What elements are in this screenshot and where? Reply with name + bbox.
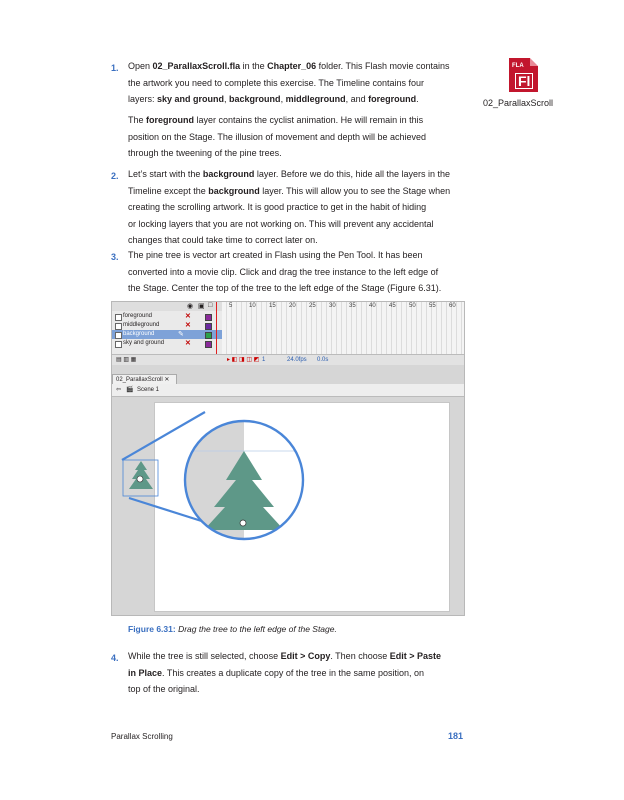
frame-ruler[interactable]: 5 10 15 20 25 30 35 40 45 50 55 60 — [222, 302, 464, 354]
center-frame-icon[interactable]: ▸ ◧ ◨ ◫ ◩ — [227, 357, 260, 363]
foreground-paragraph: The foreground layer contains the cyclist animation. He will remain in this position on the Stage. The illusion of movement and depth will be achieved through the tweening of the pine trees. — [128, 115, 427, 158]
fla-file-icon: FLA Fl — [509, 58, 538, 92]
layer-row[interactable]: sky and ground ✕ — [112, 339, 222, 348]
registration-point-icon — [137, 476, 143, 482]
step-2-number: 2. — [111, 171, 119, 181]
crosshair-icon — [240, 520, 246, 526]
hidden-x-icon: ✕ — [185, 313, 191, 320]
step-1-text: Open 02_ParallaxScroll.fla in the Chapter_06 folder. This Flash movie contains the artwork you need to complete this exercise. The Timeline contains four layers: sky and ground, background, middleground, and foreground. — [128, 61, 450, 104]
figure-caption: Figure 6.31: Drag the tree to the left edge of the Stage. — [128, 624, 337, 634]
step-3-text: The pine tree is vector art created in Flash using the Pen Tool. It has been converted into a movie clip. Click and drag the tree instance to the left edge of the Stage. Center the top of the tree to the left edge of the Stage (Figure 6.31). — [128, 250, 442, 293]
footer-section: Parallax Scrolling — [111, 732, 173, 741]
step-1-number: 1. — [111, 63, 119, 73]
layer-row-selected[interactable]: background ✎ — [112, 330, 222, 339]
file-icon-label: 02_ParallaxScroll — [483, 98, 554, 108]
scene-icon: 🎬 — [126, 387, 134, 393]
hidden-x-icon: ✕ — [185, 340, 191, 347]
page-number: 181 — [448, 731, 464, 741]
step-4-number: 4. — [111, 653, 119, 663]
lock-icon: ▣ — [198, 303, 205, 310]
step-4-text: While the tree is still selected, choose Edit > Copy. Then choose Edit > Paste in Place. This creates a duplicate copy of the tree in the same position, on top of the original. — [128, 651, 441, 694]
step-3-number: 3. — [111, 252, 119, 262]
hidden-x-icon: ✕ — [185, 322, 191, 329]
document-tab[interactable]: 02_ParallaxScroll ✕ — [112, 374, 177, 386]
timeline-status-bar: ▤ ▥ ▦ ▸ ◧ ◨ ◫ ◩ 1 24.0fps 0.0s — [112, 354, 464, 365]
back-arrow-icon[interactable]: ⇦ — [116, 387, 122, 393]
small-tree-shape[interactable] — [129, 461, 153, 489]
pencil-icon: ✎ — [178, 331, 184, 338]
flash-screenshot — [111, 301, 465, 616]
eye-icon: ◉ — [187, 303, 194, 310]
add-layer-icon[interactable]: ▤ ▥ ▦ — [116, 357, 137, 363]
layer-row[interactable]: foreground ✕ — [112, 312, 222, 321]
magnifier-overlay — [112, 302, 464, 615]
close-icon[interactable]: ✕ — [164, 377, 170, 383]
step-2-text: Let’s start with the background layer. Before we do this, hide all the layers in the Timeline except the background layer. This will allow you to see the Stage when creating the scrolling artwork. It is good practice to get in the habit of hiding or locking layers that you are not working on. This will prevent any accidental changes that could take time to correct later on. — [128, 169, 451, 245]
outline-icon: □ — [208, 302, 213, 309]
layer-row[interactable]: middleground ✕ — [112, 321, 222, 330]
breadcrumb: ⇦ 🎬 Scene 1 — [112, 384, 464, 397]
